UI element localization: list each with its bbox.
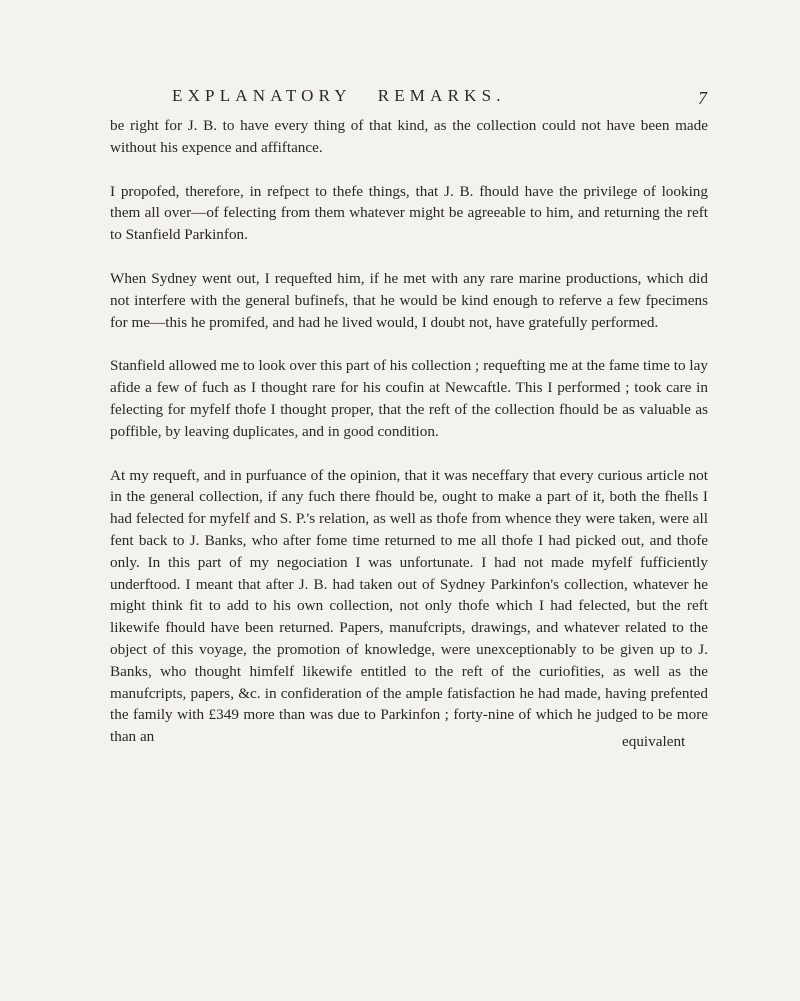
body-text bbox=[110, 115, 708, 748]
page-number: 7 bbox=[698, 88, 707, 108]
paragraph-4: Stanfield allowed me to look over this part of his collection ; requefting me at the fame time to lay afide a few of fuch as I thought rare for his coufin at Newcaftle. This I performed ; took care in felecting for myfelf thofe I thought proper, that the reft of the collection fhould be as valuable as poffible, by leaving duplicates, and in good condition. bbox=[110, 357, 708, 440]
paragraph-5: At my requeft, and in purfuance of the opinion, that it was neceffary that every curious article not in the general collection, if any fuch there fhould be, ought to make a part of it, both the fhells I had felected for myfelf and S. P.'s relation, as well as thofe from whence they were taken, were all fent back to J. Banks, who after fome time returned to me all thofe I had picked out, and thofe only. In this part of my negociation I was unfortunate. I had not made myfelf fufficiently underftood. I meant that after J. B. had taken out of Sydney Parkinfon's collection, whatever he might think fit to add to his own collection, not only thofe which I had felected, but the reft likewife fhould have been returned. Papers, manufcripts, drawings, and whatever related to the object of this voyage, the promotion of knowledge, were unexceptionably to be given up to J. Banks, who thought himfelf likewife entitled to the reft of the curiofities, as well as the manufcripts, papers, &c. in confideration of the ample fatisfaction he had made, having prefented the family with £349 more than was due to Parkinfon ; forty-nine of which he judged to be more than an bbox=[110, 466, 708, 746]
catchword: equivalent bbox=[622, 733, 686, 750]
paragraph-1: be right for J. B. to have every thing of that kind, as the collection could not have been made without his expence and affiftance. bbox=[110, 117, 708, 156]
paragraph-2: I propofed, therefore, in refpect to thefe things, that J. B. fhould have the privilege of looking them all over—of felecting from them whatever might be agreeable to him, and returning the reft to Stanfield Parkinfon. bbox=[110, 182, 708, 244]
running-head-word-2: REMARKS. bbox=[377, 86, 506, 105]
paragraph-3: When Sydney went out, I requefted him, if he met with any rare marine productions, which did not interfere with the general bufinefs, that he would be kind enough to referve a few fpecimens for me—this he promifed, and had he lived would, I doubt not, have gratefully performed. bbox=[110, 269, 708, 331]
running-head bbox=[172, 86, 642, 110]
running-head-word-1: EXPLANATORY bbox=[172, 86, 352, 105]
